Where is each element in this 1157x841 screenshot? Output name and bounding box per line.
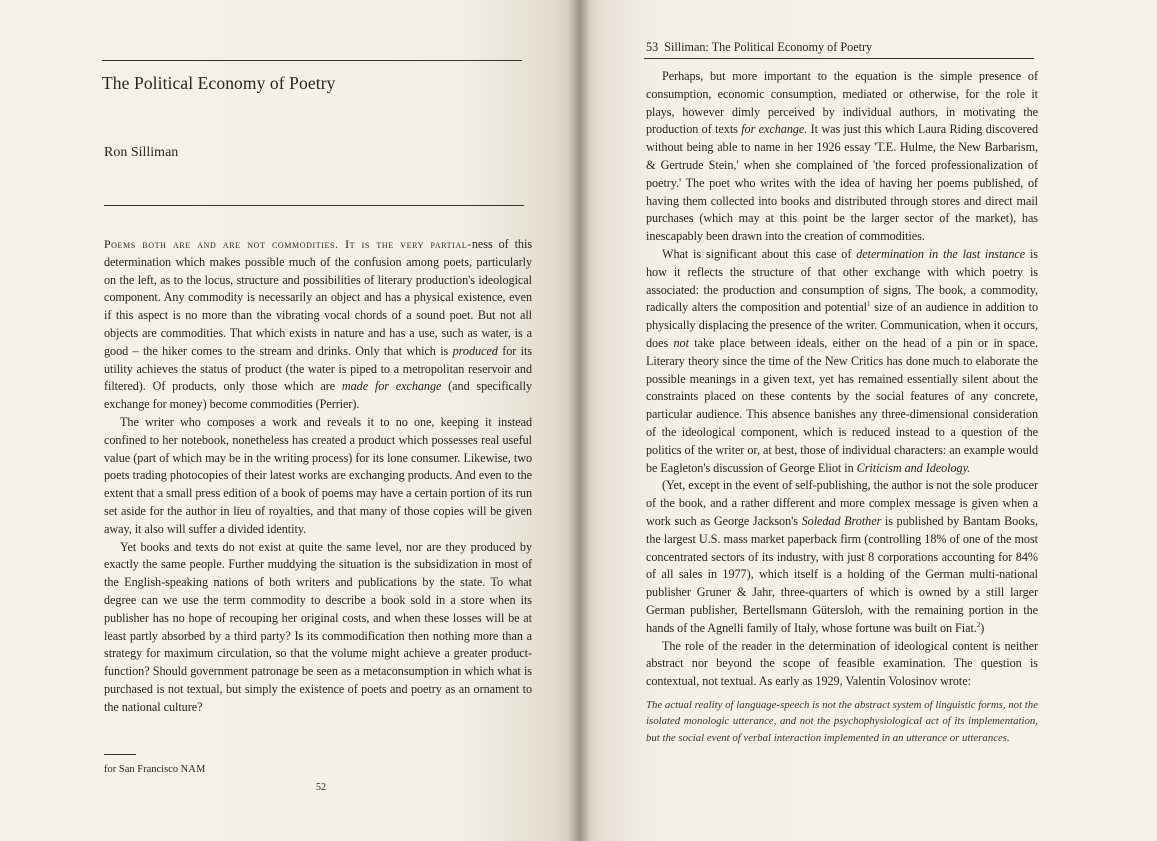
block-quote: The actual reality of language-speech is not the abstract system of linguistic forms, not the isolated monologic utterance, and not the psychophysiological act of its implementation, but the social event of verbal interaction implemented in an utterance or utterances. xyxy=(646,698,1038,745)
left-body-text xyxy=(104,236,532,717)
right-page xyxy=(578,0,1157,841)
left-page xyxy=(0,0,578,841)
author-name: Ron Silliman xyxy=(104,145,179,160)
opening-smallcaps: Poems both are and are not commodities. It is the very partial- xyxy=(104,237,472,251)
right-body-text xyxy=(646,68,1038,747)
chapter-title: The Political Economy of Poetry xyxy=(102,73,336,93)
right-paragraph-2: What is significant about this case of determination in the last instance is how it reflects the structure of that other exchange with which poetry is associated: the production and consumption of signs. The book, a commodity, radically alters the composition and potential$^1$ size of an audience in addition to physically displacing the presence of the writer. Communication, when it occurs, does not take place between ideals, either on the head of a pin or in space. Literary theory since the time of the New Critics has done much to elaborate the possible meanings in a given text, yet has remained essentially silent about the constraints placed on these contents by the social features of any concrete, particular audience. This absence banishes any three-dimensional consideration of the ideological component, which is reduced instead to a question of the politics of the writer or, at best, those of individual characters: an example would be Eagleton's discussion of George Eliot in Criticism and Ideology. xyxy=(646,246,1039,475)
left-paragraph-2: The writer who composes a work and reveals it to no one, keeping it instead confined to her notebook, nonetheless has created a product which possesses real useful value (part of which may be in the writing process) for its lone consumer. Likewise, two poets trading photocopies of their latest works are exchanging products. And even to the extent that a small press edition of a book of poems may have a certain portion of its run set aside for the author in lieu of royalties, and that many of those copies will be given away, it also will suffer a divided identity. xyxy=(104,414,532,536)
running-head-title: Silliman: The Political Economy of Poetry xyxy=(664,40,873,54)
title-top-rule xyxy=(102,60,522,61)
running-head xyxy=(646,40,872,55)
footnote-rule xyxy=(104,754,136,755)
right-page-number: 53 xyxy=(646,40,659,54)
right-paragraph-3: (Yet, except in the event of self-publishing, the author is not the sole producer of the book, and a rather different and more complex message is given when a work such as George Jackson's Soledad Brother is published by Bantam Books, the largest U.S. mass market paperback firm (controlling 18% of one of the most concentrated sectors of its industry, with just 8 corporations accounting for 84% of all sales in 1977), which itself is a holding of the German multi-national publisher Gruner & Jahr, three-quarters of which is owned by a still larger German publisher, Bertellsmann Gütersloh, with the remaining portion in the hands of the Agnelli family of Italy, whose fortune was built on Fiat.$^2$) xyxy=(646,478,1038,635)
right-paragraph-1: Perhaps, but more important to the equation is the simple presence of consumption, economic consumption, mediated or otherwise, for the role it plays, however dimly perceived by individual authors, in motivating the production of texts for exchange. It was just this which Laura Riding discovered without being able to name in her 1926 essay 'T.E. Hulme, the New Barbarism, & Gertrude Stein,' when she complained of 'the forced professionalization of poetry.' The poet who writes with the idea of having her poems published, of having them collected into books and distributed through stores and direct mail purchases (which may at this point be the larger sector of the market), has inescapably been drawn into the creation of commodities. xyxy=(646,69,1038,244)
footnote: for San Francisco NAM xyxy=(104,764,206,775)
book-gutter xyxy=(568,0,590,841)
left-page-number: 52 xyxy=(316,782,326,793)
left-paragraph-3: Yet books and texts do not exist at quite the same level, nor are they produced by exactly the same people. Further muddying the situation is the subsidization in most of the English-speaking nations of both writers and publications by the state. To what degree can we use the term commodity to describe a book sold in a store when its publisher has no hope of recouping her original costs, and when these losses will be at least partly absorbed by a third party? Is its commodification then nothing more than a strategy for maximum circulation, so that the volume might achieve a greater product-function? Should government patronage be seen as a metaconsumption in which what is purchased is not textual, but simply the existence of poets and poetry as an ornament to the national culture? xyxy=(104,539,532,714)
right-paragraph-4: The role of the reader in the determination of ideological content is neither abstract nor beyond the scope of feasible examination. The question is contextual, not textual. As early as 1929, Valentin Volosinov wrote: xyxy=(646,638,1038,689)
footnote-marker-2: 2 xyxy=(976,620,981,629)
title-bottom-rule xyxy=(104,205,524,206)
running-head-rule xyxy=(644,58,1034,59)
left-paragraph-1: Poems both are and are not commodities. It is the very partial-ness of this determination which makes possible much of the confusion among poets, particularly on the left, as to the locus, structure and possibilities of literary production's ideological component. Any commodity is necessarily an object and has a physical existence, even if this aspect is no more than the vibrating vocal chords of a sound poet. But not all objects are commodities. That which exists in nature and has a use, such as water, is a good – the hiker comes to the stream and drinks. Only that which is produced for its utility achieves the status of product (the water is piped to a metropolitan reservoir and filtered). Of products, only those which are made for exchange (and specifically exchange for money) become commodities (Perrier). xyxy=(104,237,533,412)
footnote-marker-1: 1 xyxy=(867,300,871,309)
